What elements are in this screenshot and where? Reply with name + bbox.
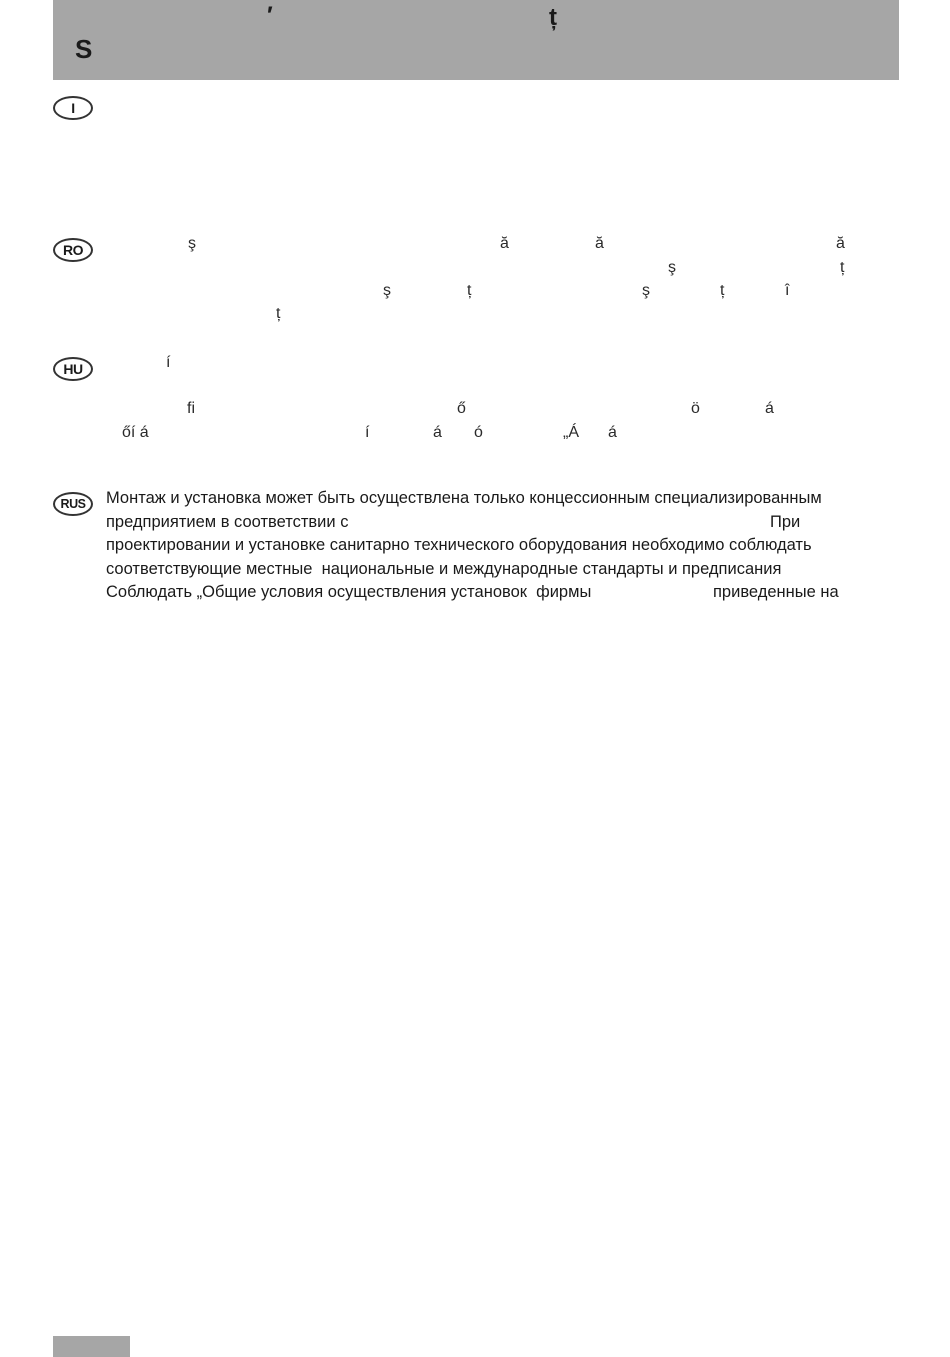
ro-char: ă (836, 235, 845, 252)
hu-char: fi (187, 400, 195, 417)
hu-char: á (608, 424, 617, 441)
ru-line: приведенные на (713, 583, 839, 601)
ro-char: ş (188, 235, 196, 252)
ru-paragraph (106, 487, 906, 605)
hu-char: í (166, 354, 171, 371)
hu-char: á (765, 400, 774, 417)
lang-badge-hu: HU (53, 357, 93, 381)
ro-char: ț (467, 282, 472, 299)
ro-char: ş (642, 282, 650, 299)
hu-char: ó (474, 424, 483, 441)
ru-line-group (106, 511, 906, 535)
page-header (53, 0, 899, 80)
ro-char: ă (500, 235, 509, 252)
ru-line: Соблюдать „Общие условия осуществления установок фирмы (106, 583, 592, 601)
ro-char: ț (720, 282, 725, 299)
ro-char: ş (383, 282, 391, 299)
ru-line: соответствующие местные национальные и международные стандарты и предписания (106, 559, 782, 578)
ru-line: проектировании и установке санитарно технического оборудования необходимо соблюдать (106, 536, 812, 554)
ro-char: î (785, 282, 790, 299)
hu-char: őí á (122, 424, 149, 441)
lang-badge-ru: RUS (53, 492, 93, 516)
header-glyph-prime: ′ (267, 2, 273, 29)
ru-line: При (770, 512, 801, 531)
header-glyph-t: ț (549, 4, 557, 31)
ru-line-group (106, 581, 906, 605)
hu-char: „Á (563, 424, 579, 441)
hu-char: ő (457, 400, 466, 417)
ru-line: предприятием в соответствии с (106, 512, 349, 531)
ro-char: ț (840, 259, 845, 276)
lang-badge-it: I (53, 96, 93, 120)
ru-line: Монтаж и установка может быть осуществлена только концессионным специализированным (106, 489, 822, 507)
page-number-bar (53, 1336, 130, 1357)
ro-char: ă (595, 235, 604, 252)
ro-char: ş (668, 259, 676, 276)
ro-char: ț (276, 305, 281, 322)
hu-char: á (433, 424, 442, 441)
hu-char: í (365, 424, 370, 441)
hu-char: ö (691, 400, 700, 417)
page-title: S (75, 34, 93, 64)
lang-badge-ro: RO (53, 238, 93, 262)
